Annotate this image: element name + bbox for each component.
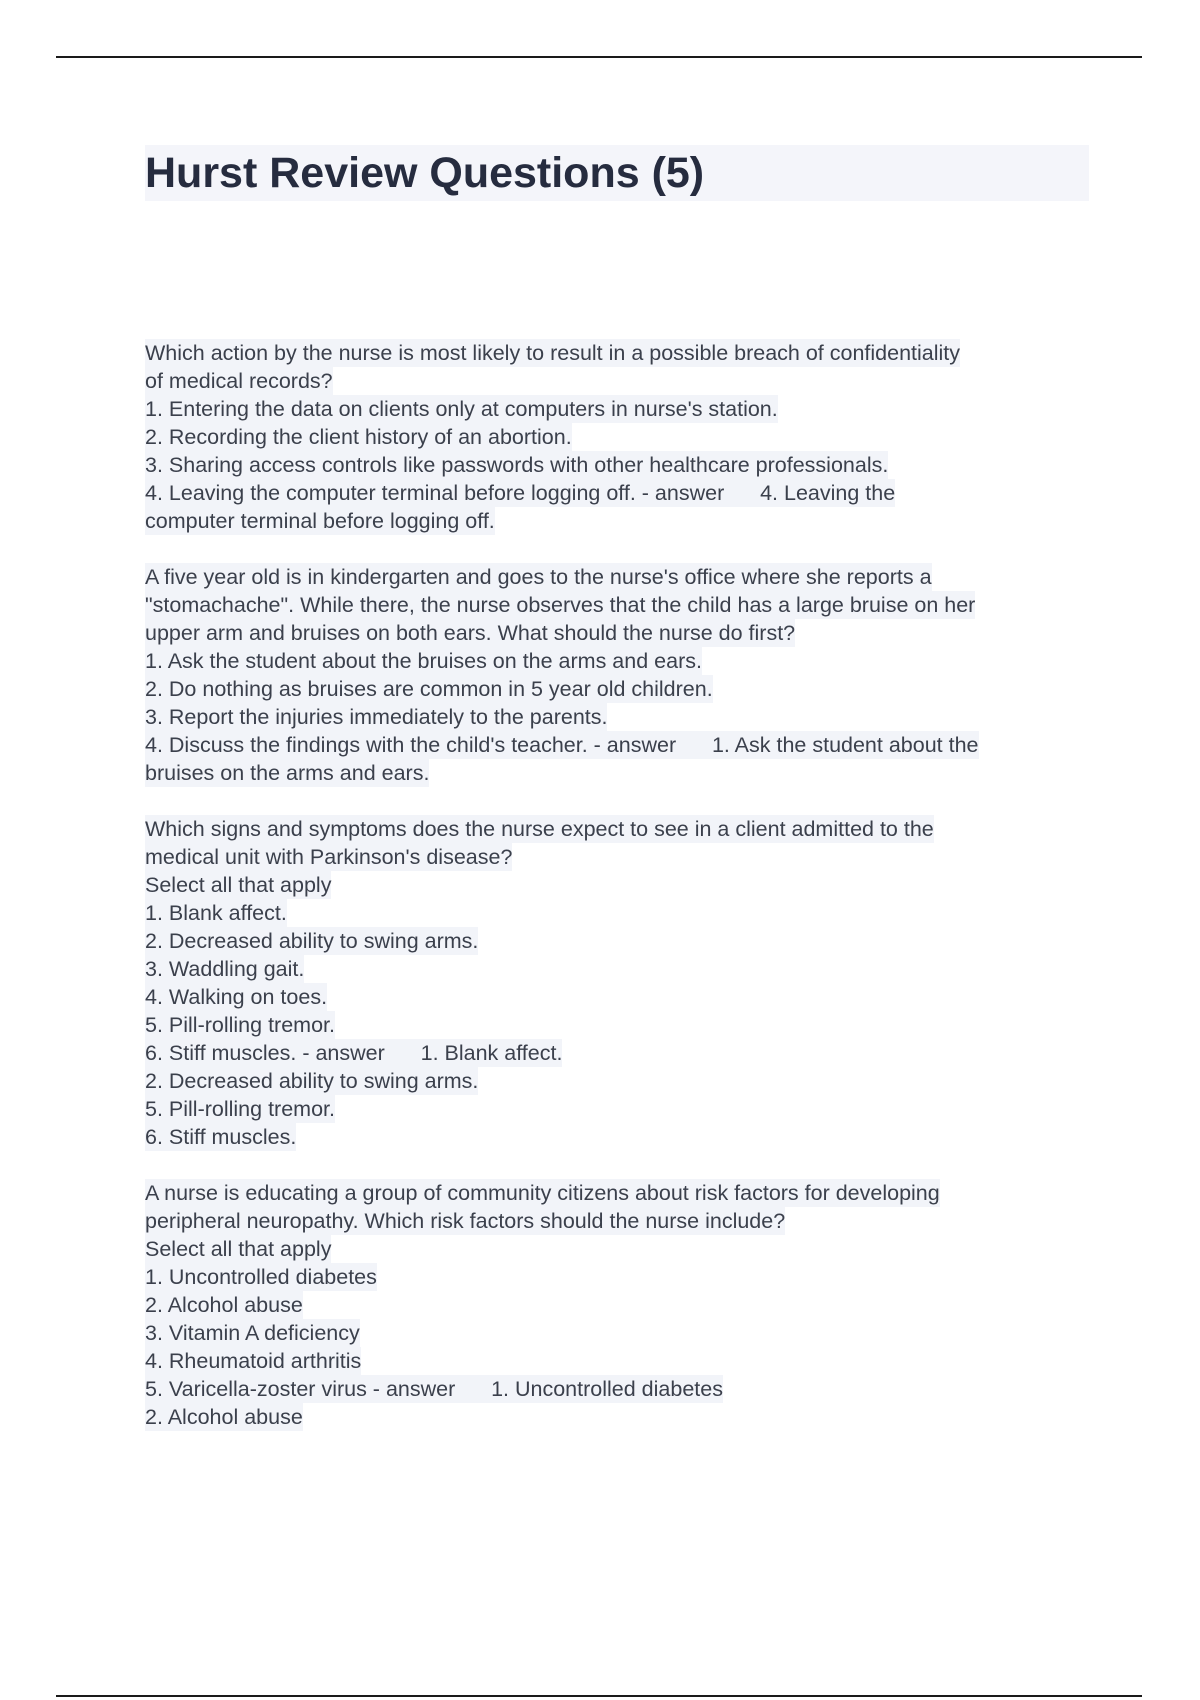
answer-line: 2. Alcohol abuse	[145, 1405, 303, 1429]
answer-line: 6. Stiff muscles.	[145, 1125, 297, 1149]
option-line: 2. Alcohol abuse	[145, 1293, 303, 1317]
question-line: Which signs and symptoms does the nurse expect to see in a client admitted to the	[145, 817, 934, 841]
question-block-4	[145, 1179, 1089, 1431]
answer-line: 5. Pill-rolling tremor.	[145, 1097, 335, 1121]
question-line: Which action by the nurse is most likely to result in a possible breach of confidentiality	[145, 341, 961, 365]
question-block-1	[145, 339, 1089, 535]
question-line: of medical records?	[145, 369, 333, 393]
option-line: 3. Sharing access controls like passwords with other healthcare professionals.	[145, 453, 889, 477]
option-line: 3. Vitamin A deficiency	[145, 1321, 360, 1345]
question-block-3	[145, 815, 1089, 1151]
question-line: A nurse is educating a group of community citizens about risk factors for developing	[145, 1181, 940, 1205]
title-banner	[145, 145, 1089, 201]
question-line: upper arm and bruises on both ears. What should the nurse do first?	[145, 621, 796, 645]
question-line: medical unit with Parkinson's disease?	[145, 845, 513, 869]
option-line: 4. Walking on toes.	[145, 985, 328, 1009]
instruction-line: Select all that apply	[145, 873, 332, 897]
question-list	[145, 339, 1089, 1459]
answer-line: bruises on the arms and ears.	[145, 761, 430, 785]
option-line: 3. Waddling gait.	[145, 957, 305, 981]
option-line: 1. Ask the student about the bruises on the arms and ears.	[145, 649, 702, 673]
answer-line: 2. Decreased ability to swing arms.	[145, 1069, 479, 1093]
option-line: 4. Rheumatoid arthritis	[145, 1349, 362, 1373]
option-line: 2. Recording the client history of an abortion.	[145, 425, 572, 449]
top-divider	[56, 56, 1142, 58]
answer-line: 6. Stiff muscles. - answer 1. Blank affect.	[145, 1041, 563, 1065]
question-block-2	[145, 563, 1089, 787]
answer-line: 4. Discuss the findings with the child's teacher. - answer 1. Ask the student about the	[145, 733, 979, 757]
question-line: peripheral neuropathy. Which risk factors should the nurse include?	[145, 1209, 786, 1233]
option-line: 1. Blank affect.	[145, 901, 287, 925]
answer-line: 5. Varicella-zoster virus - answer 1. Uncontrolled diabetes	[145, 1377, 723, 1401]
question-line: A five year old is in kindergarten and goes to the nurse's office where she reports a	[145, 565, 932, 589]
option-line: 2. Do nothing as bruises are common in 5 year old children.	[145, 677, 713, 701]
option-line: 3. Report the injuries immediately to the parents.	[145, 705, 608, 729]
answer-line: computer terminal before logging off.	[145, 509, 495, 533]
option-line: 1. Uncontrolled diabetes	[145, 1265, 377, 1289]
answer-line: 4. Leaving the computer terminal before logging off. - answer 4. Leaving the	[145, 481, 896, 505]
instruction-line: Select all that apply	[145, 1237, 332, 1261]
option-line: 1. Entering the data on clients only at computers in nurse's station.	[145, 397, 778, 421]
page-title: Hurst Review Questions (5)	[145, 149, 705, 197]
option-line: 5. Pill-rolling tremor.	[145, 1013, 335, 1037]
bottom-divider	[56, 1695, 1142, 1697]
option-line: 2. Decreased ability to swing arms.	[145, 929, 479, 953]
question-line: "stomachache". While there, the nurse observes that the child has a large bruise on her	[145, 593, 976, 617]
